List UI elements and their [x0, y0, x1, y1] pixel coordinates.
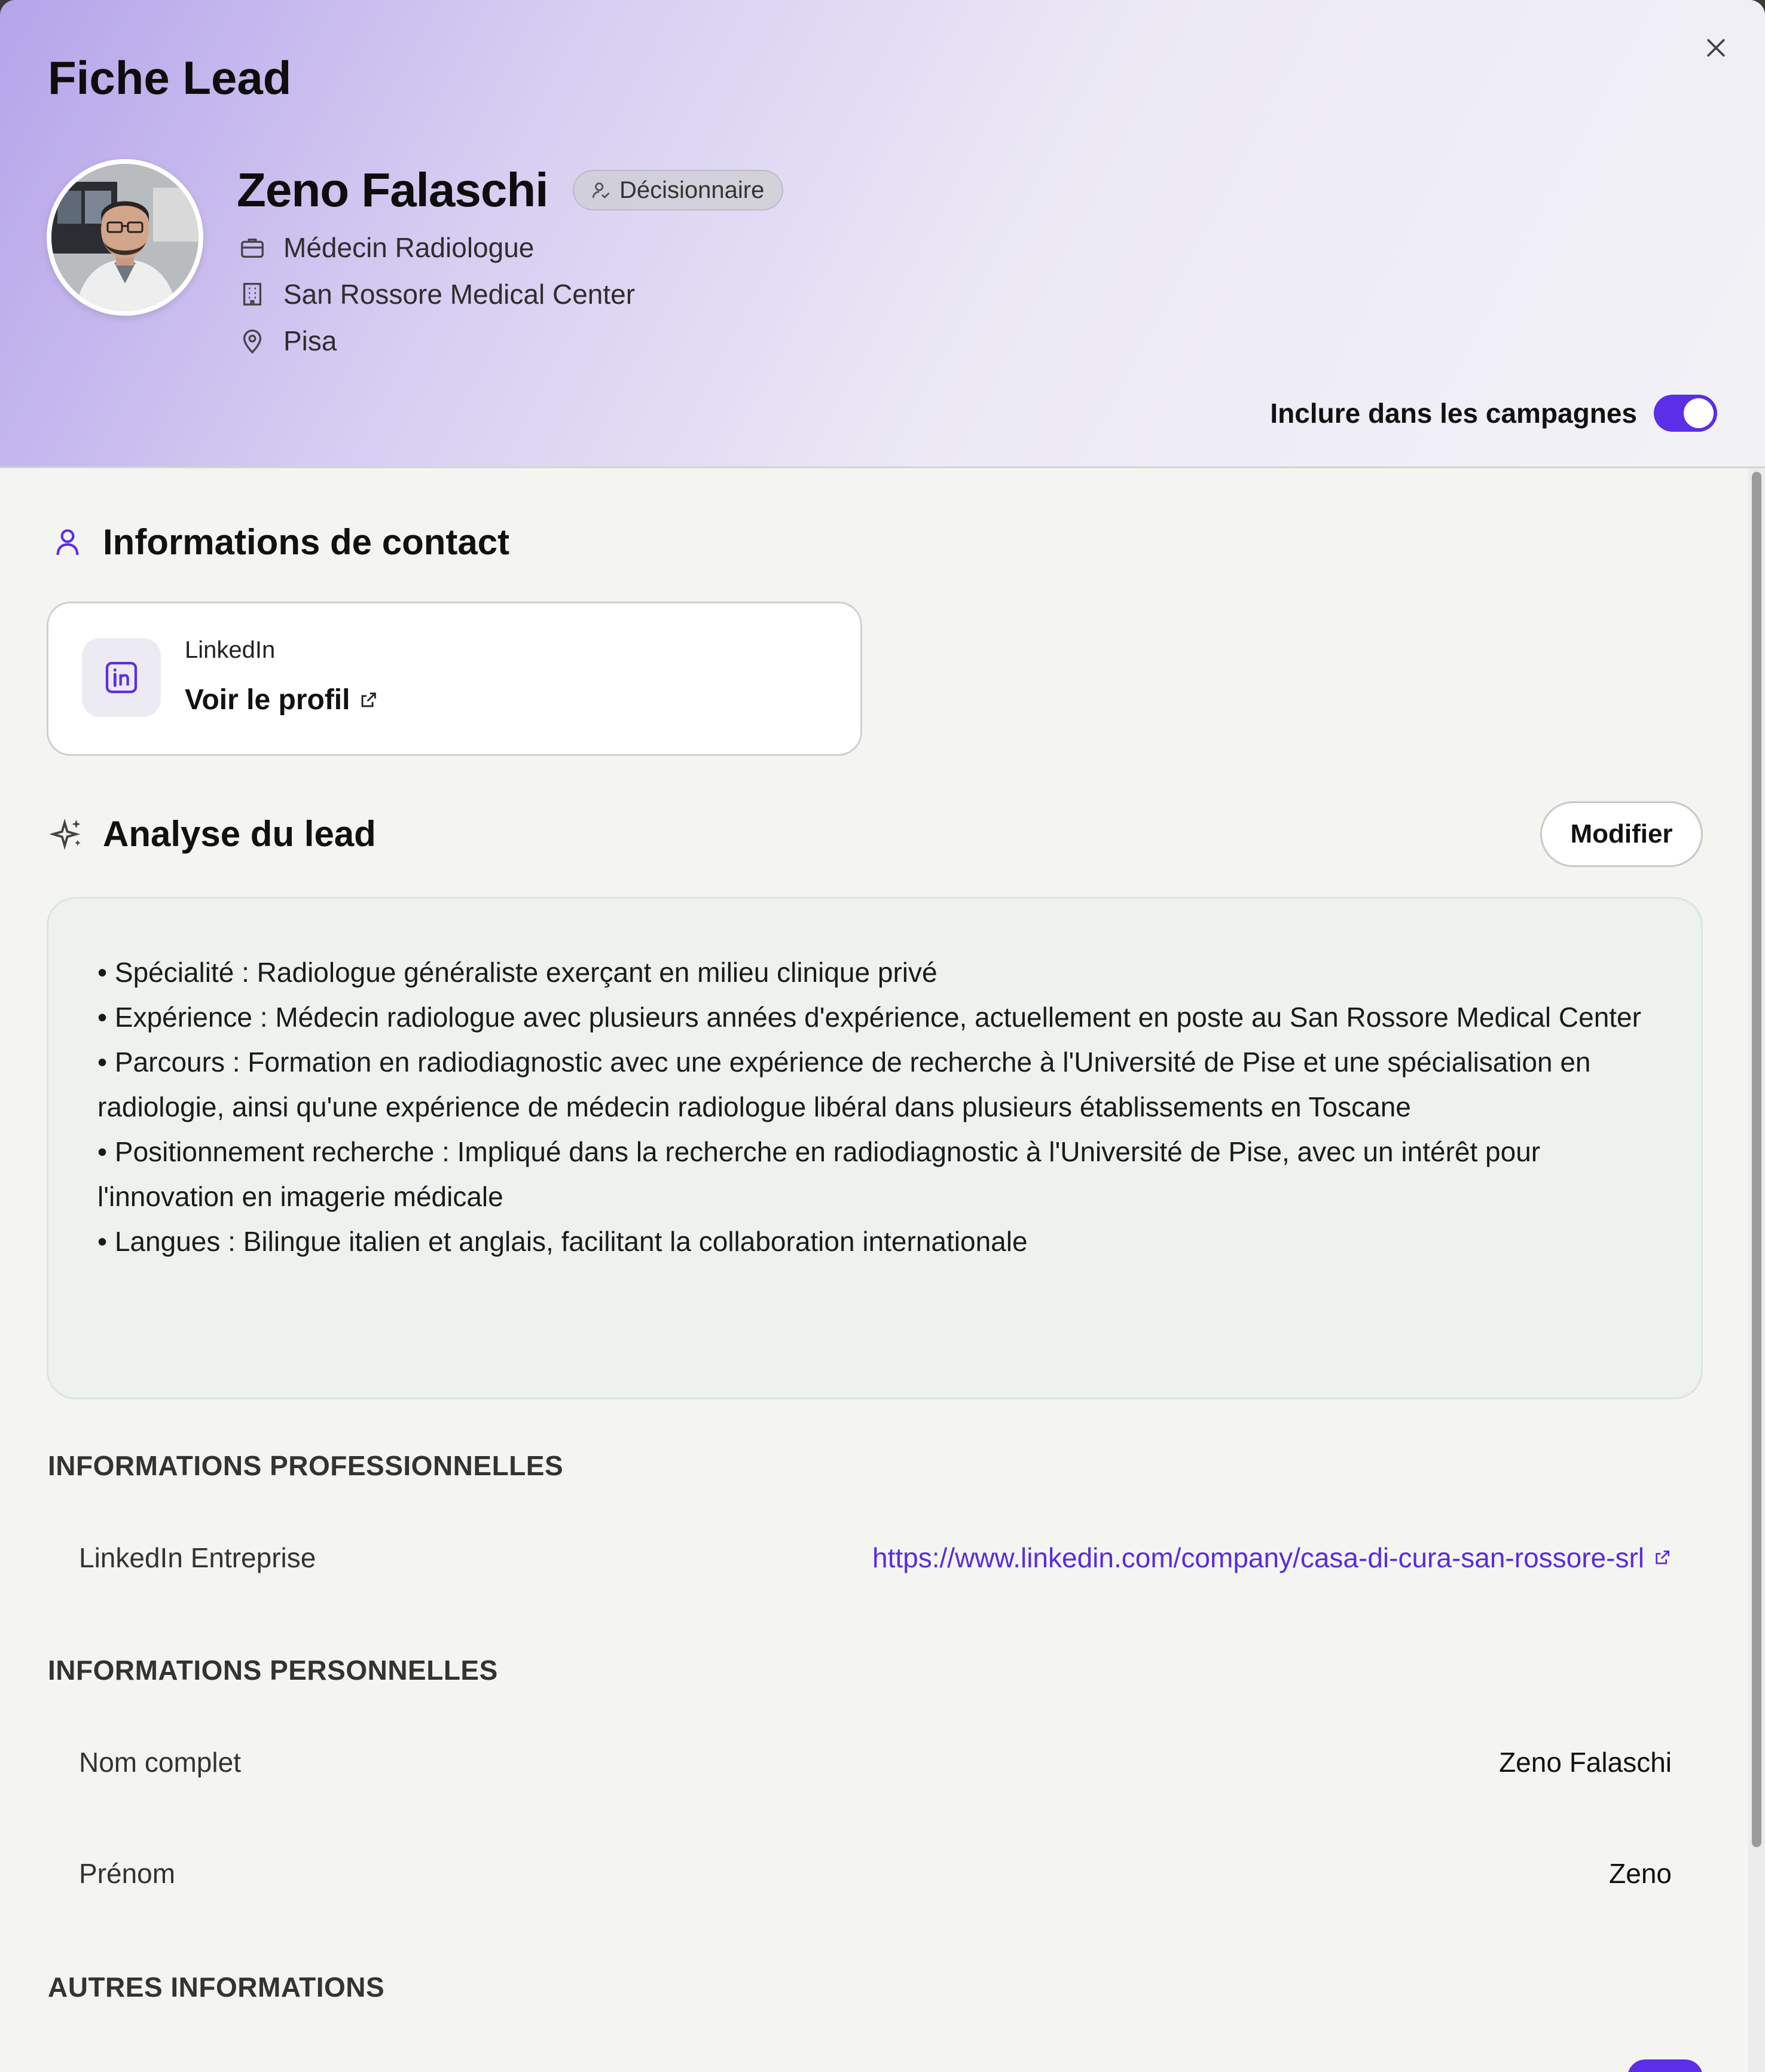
- analysis-section-title: [48, 813, 376, 855]
- contact-section-title: [48, 521, 509, 563]
- company-linkedin-row: [48, 1531, 1703, 1585]
- scrollbar[interactable]: [1748, 468, 1765, 2072]
- user-check-icon: [591, 180, 611, 200]
- location-row: [237, 323, 337, 359]
- job-title-row: [237, 230, 534, 266]
- scrollbar-thumb[interactable]: [1752, 472, 1761, 1847]
- view-profile-label: Voir le profil: [185, 684, 350, 716]
- job-title: Médecin Radiologue: [283, 232, 535, 263]
- analysis-bullet: • Positionnement recherche : Impliqué dans la recherche en radiodiagnostic à l'Université de Pise, avec un intérêt pour l'innovation en imagerie médicale: [97, 1136, 1541, 1212]
- role-badge: [573, 170, 783, 210]
- campaign-toggle-label: Inclure dans les campagnes: [1270, 398, 1637, 429]
- linkedin-label: LinkedIn: [185, 637, 276, 663]
- user-icon: [48, 523, 87, 562]
- lead-name: Zeno Falaschi: [237, 163, 548, 216]
- map-pin-icon: [237, 325, 268, 356]
- contact-section-label: Informations de contact: [103, 522, 510, 562]
- briefcase-icon: [237, 232, 268, 263]
- role-badge-label: Décisionnaire: [619, 176, 765, 203]
- close-button[interactable]: [1698, 30, 1734, 66]
- close-icon: [1703, 35, 1729, 61]
- other-info-heading: AUTRES INFORMATIONS: [48, 1972, 385, 2003]
- first-name-row: [48, 1847, 1703, 1900]
- analysis-bullet: • Langues : Bilingue italien et anglais, facilitant la collaboration internationale: [97, 1226, 1028, 1257]
- company-row: [237, 276, 635, 312]
- personal-info-heading: INFORMATIONS PERSONNELLES: [48, 1655, 498, 1686]
- field-label: LinkedIn Entreprise: [79, 1542, 316, 1573]
- linkedin-icon: [82, 638, 161, 717]
- external-link-icon: [1653, 1548, 1672, 1567]
- field-label: Prénom: [79, 1858, 176, 1889]
- analysis-bullet: • Expérience : Médecin radiologue avec plusieurs années d'expérience, actuellement en poste au San Rossore Medical Center: [97, 1002, 1641, 1033]
- sparkles-icon: [48, 814, 87, 854]
- linkedin-card[interactable]: [47, 602, 862, 756]
- analysis-box: [47, 897, 1703, 1399]
- analysis-bullet: • Spécialité : Radiologue généraliste exerçant en milieu clinique privé: [97, 957, 938, 988]
- building-icon: [237, 279, 268, 310]
- company-linkedin-link[interactable]: [872, 1542, 1672, 1574]
- campaign-toggle[interactable]: [1654, 395, 1717, 432]
- lead-header: [0, 0, 1765, 468]
- field-label: Nom complet: [79, 1747, 241, 1778]
- full-name-row: [48, 1735, 1703, 1789]
- modal-title: Fiche Lead: [48, 51, 292, 104]
- edit-analysis-button[interactable]: Modifier: [1540, 801, 1703, 867]
- analysis-bullet: • Parcours : Formation en radiodiagnostic avec une expérience de recherche à l'Université de Pise et une spécialisation en radiologie, ainsi qu'une expérience de médecin radiologue libéral dans plusieurs établissements en Toscane: [97, 1046, 1591, 1122]
- toggle-knob: [1684, 398, 1714, 428]
- field-value: Zeno: [1609, 1858, 1672, 1889]
- company-linkedin-url: https://www.linkedin.com/company/casa-di-cura-san-rossore-srl: [872, 1542, 1644, 1573]
- status-badge: [1627, 2059, 1703, 2072]
- field-value: Zeno Falaschi: [1499, 1747, 1672, 1778]
- partially-visible-row: [48, 2045, 1703, 2072]
- avatar: [47, 159, 203, 316]
- company-name: San Rossore Medical Center: [283, 279, 636, 310]
- analysis-section-label: Analyse du lead: [103, 814, 376, 854]
- avatar-photo: [51, 164, 199, 311]
- professional-info-heading: INFORMATIONS PROFESSIONNELLES: [48, 1450, 564, 1481]
- campaign-toggle-row: [1270, 395, 1717, 432]
- external-link-icon: [358, 690, 378, 710]
- view-profile-link[interactable]: [185, 683, 378, 716]
- location: Pisa: [283, 325, 337, 356]
